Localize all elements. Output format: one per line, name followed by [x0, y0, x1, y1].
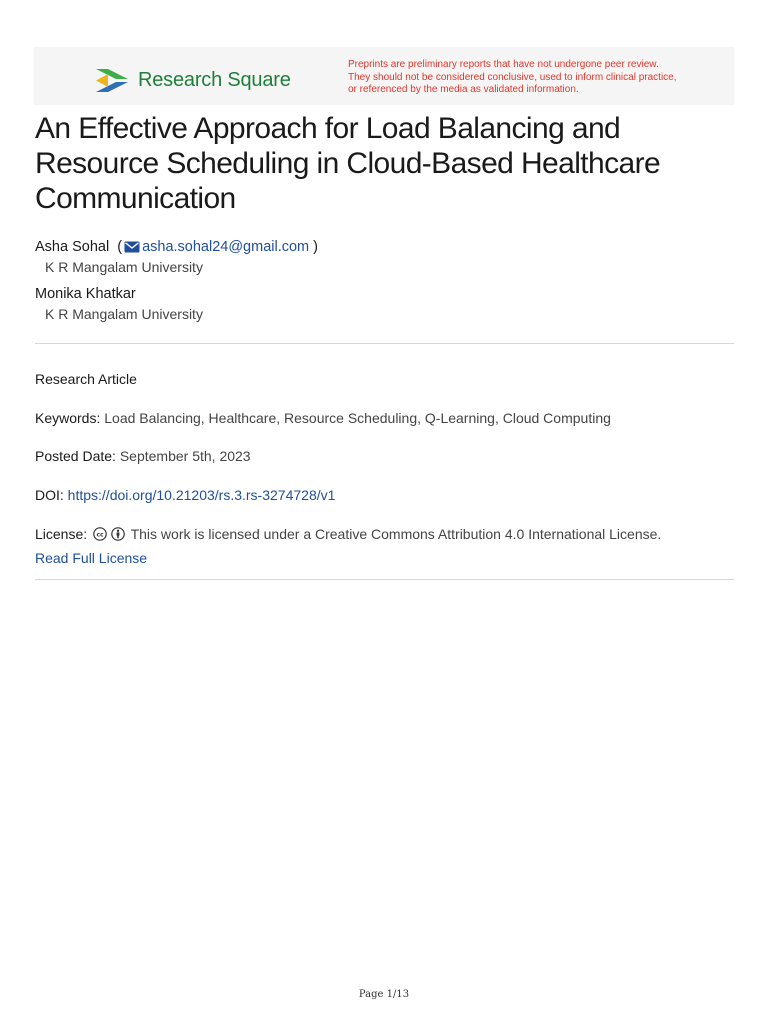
page-number: Page 1/13 [358, 989, 410, 1000]
preprint-banner [34, 47, 734, 105]
author-name: Asha Sohal [35, 239, 110, 255]
license-row [35, 524, 735, 546]
notice-line: Preprints are preliminary reports that have not undergone peer review. [348, 59, 659, 70]
keywords-row [35, 408, 735, 428]
posted-date-label: Posted Date: [35, 448, 116, 464]
keywords-value: Load Balancing, Healthcare, Resource Scheduling, Q-Learning, Cloud Computing [104, 410, 611, 426]
mail-icon [124, 241, 140, 253]
author-affiliation: K R Mangalam University [45, 306, 203, 322]
keywords-label: Keywords: [35, 410, 101, 426]
license-label: License: [35, 526, 88, 542]
research-square-logo-icon [94, 65, 130, 95]
author-name: Monika Khatkar [35, 286, 136, 302]
preprint-notice [348, 59, 728, 97]
divider [35, 579, 734, 580]
cc-icon [93, 527, 107, 541]
title-line: Communication [35, 182, 236, 215]
license-text: This work is licensed under a Creative Commons Attribution 4.0 International License. [130, 526, 662, 542]
svg-text:cc: cc [96, 531, 104, 539]
author-email-link[interactable]: asha.sohal24@gmail.com [142, 239, 310, 255]
posted-date-row [35, 446, 735, 466]
read-full-license-link[interactable]: Read Full License [35, 550, 148, 566]
author-list [35, 237, 735, 331]
open-paren: ( [117, 239, 123, 255]
title-line: An Effective Approach for Load Balancing and [35, 112, 621, 145]
by-icon [111, 527, 125, 541]
author-2 [35, 284, 735, 304]
research-square-logo[interactable] [94, 65, 291, 95]
article-title [35, 111, 735, 216]
logo-text: Research Square [138, 68, 291, 91]
divider [35, 343, 734, 344]
doi-link[interactable]: https://doi.org/10.21203/rs.3.rs-3274728/v1 [67, 487, 336, 503]
license-icons [93, 526, 125, 546]
posted-date-value: September 5th, 2023 [119, 448, 251, 464]
close-paren: ) [313, 239, 319, 255]
doi-label: DOI: [35, 487, 64, 503]
article-type-label: Research Article [35, 371, 137, 387]
doi-row [35, 485, 735, 505]
title-line: Resource Scheduling in Cloud-Based Healthcare [35, 147, 661, 180]
notice-line: They should not be considered conclusive, used to inform clinical practice, [348, 71, 677, 83]
license-link-row [35, 548, 735, 568]
notice-line: or referenced by the media as validated information. [348, 84, 579, 95]
author-1 [35, 237, 735, 257]
article-type [35, 369, 735, 389]
author-affiliation: K R Mangalam University [45, 259, 203, 275]
